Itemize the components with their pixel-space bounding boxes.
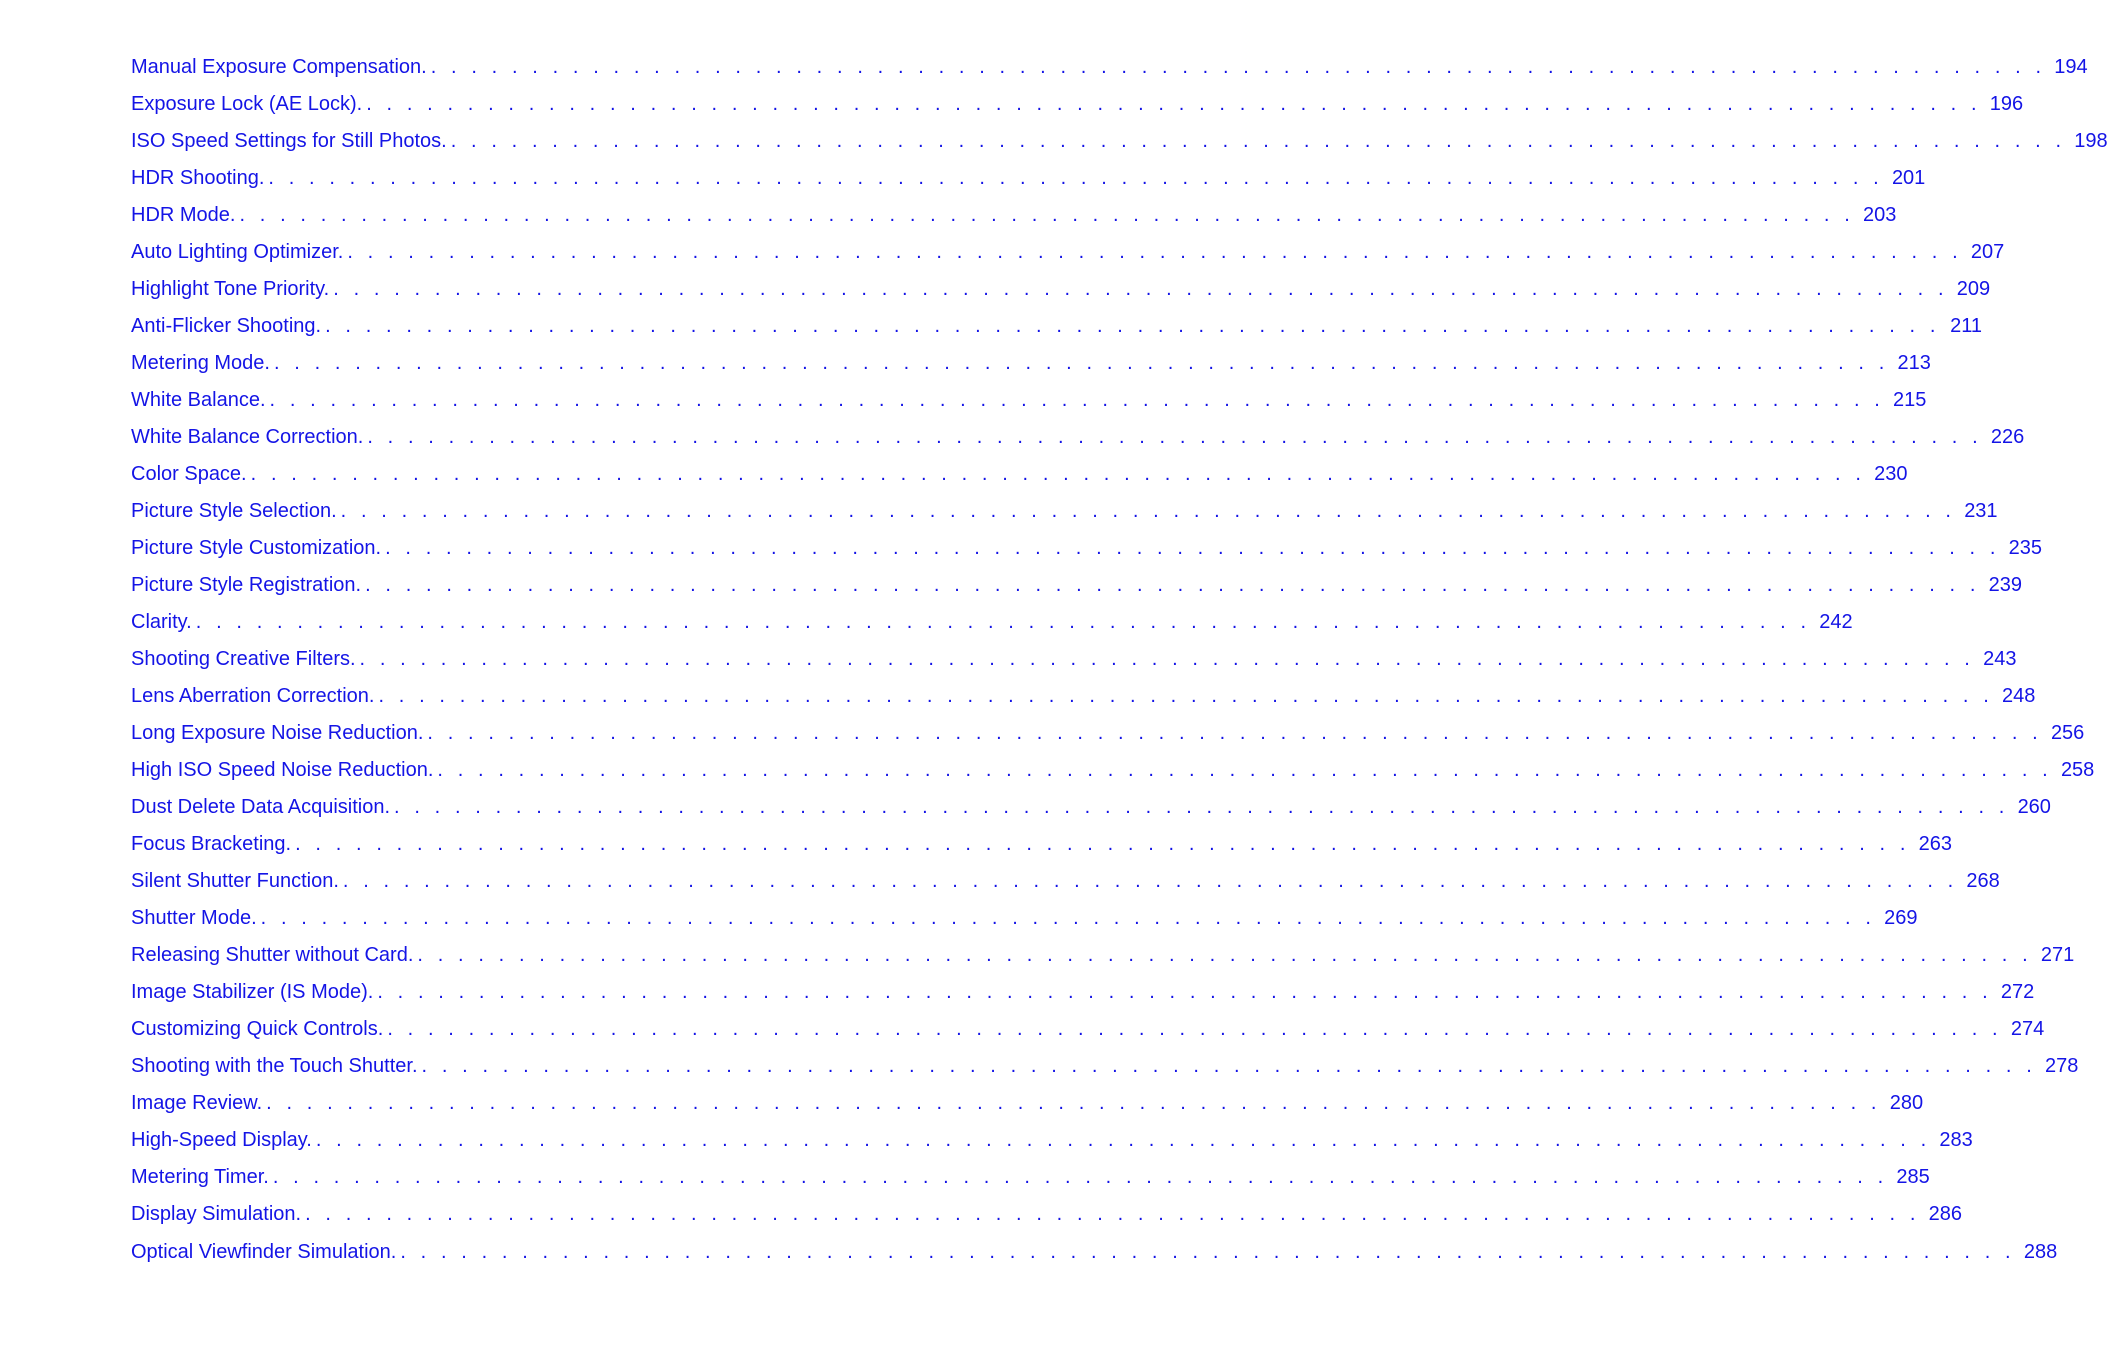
dot-leader: . . . . . . . . . . . . . . . . . . . . . . . . . . . . . . . . . . . . . . . . . . . . . . . . . . . . . . . . . . . . . . . . . . . . . . . . . . . . . . . . [437,759,2053,782]
toc-entry-page-number: 263 [1918,833,1952,856]
dot-leader: . . . . . . . . . . . . . . . . . . . . . . . . . . . . . . . . . . . . . . . . . . . . . . . . . . . . . . . . . . . . . . . . . . . . . . . . . . . . . . . . [269,389,1885,412]
toc-entry-link[interactable] [131,389,1927,426]
dot-leader: . . . . . . . . . . . . . . . . . . . . . . . . . . . . . . . . . . . . . . . . . . . . . . . . . . . . . . . . . . . . . . . . . . . . . . . . . . . . . . . . [421,1055,2037,1078]
toc-entry-link[interactable] [131,648,2017,685]
dot-leader: . . . . . . . . . . . . . . . . . . . . . . . . . . . . . . . . . . . . . . . . . . . . . . . . . . . . . . . . . . . . . . . . . . . . . . . . . . . . . . . . [400,1240,2016,1263]
toc-entry-link[interactable] [131,1129,1973,1166]
toc-entry-link[interactable] [131,241,2005,278]
dot-leader: . . . . . . . . . . . . . . . . . . . . . . . . . . . . . . . . . . . . . . . . . . . . . . . . . . . . . . . . . . . . . . . . . . . . . . . . . . . . . . . . [273,352,1889,375]
dot-leader: . . . . . . . . . . . . . . . . . . . . . . . . . . . . . . . . . . . . . . . . . . . . . . . . . . . . . . . . . . . . . . . . . . . . . . . . . . . . . . . . [342,870,1958,893]
toc-entry-title: HDR Shooting. [131,167,265,190]
toc-entry-title: Shooting Creative Filters. [131,648,356,671]
toc-entry-link[interactable] [131,463,1908,500]
toc-entry-link[interactable] [131,981,2035,1018]
dot-leader: . . . . . . . . . . . . . . . . . . . . . . . . . . . . . . . . . . . . . . . . . . . . . . . . . . . . . . . . . . . . . . . . . . . . . . . . . . . . . . . . [295,833,1910,856]
dot-leader: . . . . . . . . . . . . . . . . . . . . . . . . . . . . . . . . . . . . . . . . . . . . . . . . . . . . . . . . . . . . . . . . . . . . . . . . . . . . . . . . [333,278,1949,301]
toc-entry-page-number: 239 [1988,574,2023,597]
dot-leader: . . . . . . . . . . . . . . . . . . . . . . . . . . . . . . . . . . . . . . . . . . . . . . . . . . . . . . . . . . . . . . . . . . . . . . . . . . . . . . . . [268,167,1884,190]
toc-entry-page-number: 209 [1956,278,1991,301]
toc-entry-page-number: 198 [2074,130,2108,153]
toc-entry-title: Long Exposure Noise Reduction. [131,722,424,745]
toc-entry-title: Optical Viewfinder Simulation. [131,1240,397,1263]
dot-leader: . . . . . . . . . . . . . . . . . . . . . . . . . . . . . . . . . . . . . . . . . . . . . . . . . . . . . . . . . . . . . . . . . . . . . . . . . . . . . . . . [340,500,1956,523]
toc-entry-link[interactable] [131,574,2023,611]
toc-entry-title: ISO Speed Settings for Still Photos. [131,130,447,153]
toc-entry-page-number: 283 [1939,1129,1973,1152]
toc-entry-title: Highlight Tone Priority. [131,278,330,301]
dot-leader: . . . . . . . . . . . . . . . . . . . . . . . . . . . . . . . . . . . . . . . . . . . . . . . . . . . . . . . . . . . . . . . . . . . . . . . . . . . . . . . . [250,463,1866,486]
toc-entry-link[interactable] [131,685,2036,722]
toc-entry-link[interactable] [131,204,1897,241]
toc-entry-link[interactable] [131,1055,2079,1092]
dot-leader: . . . . . . . . . . . . . . . . . . . . . . . . . . . . . . . . . . . . . . . . . . . . . . . . . . . . . . . . . . . . . . . . . . . . . . . . . . . . . . . . [430,56,2046,78]
toc-entry-page-number: 280 [1889,1092,1924,1115]
dot-leader: . . . . . . . . . . . . . . . . . . . . . . . . . . . . . . . . . . . . . . . . . . . . . . . . . . . . . . . . . . . . . . . . . . . . . . . . . . . . . . . . [378,685,1994,708]
dot-leader: . . . . . . . . . . . . . . . . . . . . . . . . . . . . . . . . . . . . . . . . . . . . . . . . . . . . . . . . . . . . . . . . . . . . . . . . . . . . . . . . [195,611,1811,634]
toc-entry-page-number: 201 [1891,167,1926,190]
dot-leader: . . . . . . . . . . . . . . . . . . . . . . . . . . . . . . . . . . . . . . . . . . . . . . . . . . . . . . . . . . . . . . . . . . . . . . . . . . . . . . . . [387,1018,2003,1041]
dot-leader: . . . . . . . . . . . . . . . . . . . . . . . . . . . . . . . . . . . . . . . . . . . . . . . . . . . . . . . . . . . . . . . . . . . . . . . . . . . . . . . . [394,796,2009,819]
toc-entry-page-number: 288 [2023,1240,2058,1263]
toc-entry-page-number: 271 [2040,944,2075,967]
toc-entry-link[interactable] [131,278,1991,315]
toc-entry-title: Shooting with the Touch Shutter. [131,1055,418,1078]
toc-entry-page-number: 274 [2010,1018,2045,1041]
toc-entry-title: Image Stabilizer (IS Mode). [131,981,374,1004]
toc-entry-link[interactable] [131,93,2024,130]
toc-entry-title: Image Review. [131,1092,263,1115]
toc-entry-title: White Balance Correction. [131,426,364,449]
toc-entry-page-number: 278 [2045,1055,2079,1078]
toc-entry-title: Display Simulation. [131,1203,302,1226]
toc-entry-page-number: 226 [1990,426,2025,449]
dot-leader: . . . . . . . . . . . . . . . . . . . . . . . . . . . . . . . . . . . . . . . . . . . . . . . . . . . . . . . . . . . . . . . . . . . . . . . . . . . . . . . . [366,93,1982,116]
toc-entry-link[interactable] [131,1166,1930,1203]
dot-leader: . . . . . . . . . . . . . . . . . . . . . . . . . . . . . . . . . . . . . . . . . . . . . . . . . . . . . . . . . . . . . . . . . . . . . . . . . . . . . . . . [260,907,1876,930]
toc-entry-title: Picture Style Customization. [131,537,382,560]
toc-entry-page-number: 211 [1950,315,1982,338]
dot-leader: . . . . . . . . . . . . . . . . . . . . . . . . . . . . . . . . . . . . . . . . . . . . . . . . . . . . . . . . . . . . . . . . . . . . . . . . . . . . . . . . [305,1203,1920,1226]
toc-entry-link[interactable] [131,352,1931,389]
toc-entry-page-number: 243 [1983,648,2017,671]
toc-entry-page-number: 194 [2054,56,2088,78]
toc-entry-title: Anti-Flicker Shooting. [131,315,322,338]
toc-entry-page-number: 235 [2008,537,2043,560]
toc-entry-title: Clarity. [131,611,192,634]
toc-entry-page-number: 231 [1964,500,1998,523]
toc-entry-link[interactable] [131,1240,2058,1278]
toc-entry-page-number: 248 [2002,685,2036,708]
toc-entry-title: Focus Bracketing. [131,833,292,856]
toc-entry-title: Customizing Quick Controls. [131,1018,384,1041]
dot-leader: . . . . . . . . . . . . . . . . . . . . . . . . . . . . . . . . . . . . . . . . . . . . . . . . . . . . . . . . . . . . . . . . . . . . . . . . . . . . . . . . [417,944,2033,967]
toc-entry-page-number: 203 [1863,204,1897,227]
dot-leader: . . . . . . . . . . . . . . . . . . . . . . . . . . . . . . . . . . . . . . . . . . . . . . . . . . . . . . . . . . . . . . . . . . . . . . . . . . . . . . . . [385,537,2001,560]
toc-entry-link[interactable] [131,870,2000,907]
dot-leader: . . . . . . . . . . . . . . . . . . . . . . . . . . . . . . . . . . . . . . . . . . . . . . . . . . . . . . . . . . . . . . . . . . . . . . . . . . . . . . . . [347,241,1963,264]
toc-entry-link[interactable] [131,907,1918,944]
toc-entry-page-number: 285 [1896,1166,1930,1189]
toc-entry-page-number: 269 [1884,907,1918,930]
toc-entry-title: Picture Style Registration. [131,574,362,597]
toc-entry-link[interactable] [131,315,1982,352]
toc-entry-title: Exposure Lock (AE Lock). [131,93,363,116]
toc-entry-page-number: 256 [2050,722,2085,745]
dot-leader: . . . . . . . . . . . . . . . . . . . . . . . . . . . . . . . . . . . . . . . . . . . . . . . . . . . . . . . . . . . . . . . . . . . . . . . . . . . . . . . . [427,722,2043,745]
dot-leader: . . . . . . . . . . . . . . . . . . . . . . . . . . . . . . . . . . . . . . . . . . . . . . . . . . . . . . . . . . . . . . . . . . . . . . . . . . . . . . . . [359,648,1975,671]
toc-entry-title: Manual Exposure Compensation. [131,56,427,78]
dot-leader: . . . . . . . . . . . . . . . . . . . . . . . . . . . . . . . . . . . . . . . . . . . . . . . . . . . . . . . . . . . . . . . . . . . . . . . . . . . . . . . . [367,426,1983,449]
toc-entry-title: Shutter Mode. [131,907,257,930]
toc-entry-link[interactable] [131,759,2095,796]
toc-entry-link[interactable] [131,167,1926,204]
toc-entry-title: Metering Mode. [131,352,270,375]
toc-entry-page-number: 260 [2017,796,2051,819]
toc-entry-title: Color Space. [131,463,247,486]
toc-entry-link[interactable] [131,944,2075,981]
toc-entry-title: Auto Lighting Optimizer. [131,241,344,264]
toc-entry-title: Picture Style Selection. [131,500,337,523]
dot-leader: . . . . . . . . . . . . . . . . . . . . . . . . . . . . . . . . . . . . . . . . . . . . . . . . . . . . . . . . . . . . . . . . . . . . . . . . . . . . . . . . [266,1092,1882,1115]
dot-leader: . . . . . . . . . . . . . . . . . . . . . . . . . . . . . . . . . . . . . . . . . . . . . . . . . . . . . . . . . . . . . . . . . . . . . . . . . . . . . . . . [239,204,1855,227]
toc-entry-page-number: 258 [2060,759,2095,782]
toc-entry-page-number: 215 [1893,389,1927,412]
toc-entry-page-number: 230 [1874,463,1908,486]
toc-entry-link[interactable] [131,1092,1924,1129]
toc-entry-link[interactable] [131,500,1998,537]
toc-entry-title: High-Speed Display. [131,1129,312,1152]
toc-entry-title: White Balance. [131,389,266,412]
toc-entry-title: HDR Mode. [131,204,236,227]
dot-leader: . . . . . . . . . . . . . . . . . . . . . . . . . . . . . . . . . . . . . . . . . . . . . . . . . . . . . . . . . . . . . . . . . . . . . . . . . . . . . . . . [315,1129,1931,1152]
toc-entry-page-number: 272 [2000,981,2035,1004]
toc-entry-link[interactable] [131,426,2025,463]
toc-entry-link[interactable] [131,1203,1962,1240]
toc-entry-title: Silent Shutter Function. [131,870,339,893]
toc-entry-page-number: 196 [1989,93,2024,116]
toc-entry-page-number: 286 [1928,1203,1962,1226]
toc-entry-page-number: 242 [1819,611,1853,634]
dot-leader: . . . . . . . . . . . . . . . . . . . . . . . . . . . . . . . . . . . . . . . . . . . . . . . . . . . . . . . . . . . . . . . . . . . . . . . . . . . . . . . . [272,1166,1888,1189]
toc-entry-title: Releasing Shutter without Card. [131,944,414,967]
dot-leader: . . . . . . . . . . . . . . . . . . . . . . . . . . . . . . . . . . . . . . . . . . . . . . . . . . . . . . . . . . . . . . . . . . . . . . . . . . . . . . . . [365,574,1981,597]
toc-entry-page-number: 207 [1970,241,2005,264]
toc-entry-link[interactable] [131,537,2043,574]
toc-entry-page-number: 213 [1897,352,1931,375]
toc-entry-link[interactable] [131,130,2108,167]
toc-entry-page-number: 268 [1966,870,2000,893]
toc-entry-link[interactable] [131,796,2051,833]
dot-leader: . . . . . . . . . . . . . . . . . . . . . . . . . . . . . . . . . . . . . . . . . . . . . . . . . . . . . . . . . . . . . . . . . . . . . . . . . . . . . . . . [325,315,1940,338]
toc-entry-link[interactable] [131,833,1952,870]
dot-leader: . . . . . . . . . . . . . . . . . . . . . . . . . . . . . . . . . . . . . . . . . . . . . . . . . . . . . . . . . . . . . . . . . . . . . . . . . . . . . . . . [377,981,1993,1004]
toc-entry-link[interactable] [131,56,2088,93]
toc-entry-title: High ISO Speed Noise Reduction. [131,759,434,782]
toc-entry-title: Metering Timer. [131,1166,269,1189]
toc-entry-link[interactable] [131,722,2085,759]
toc-entry-title: Lens Aberration Correction. [131,685,375,708]
toc-entry-title: Dust Delete Data Acquisition. [131,796,391,819]
dot-leader: . . . . . . . . . . . . . . . . . . . . . . . . . . . . . . . . . . . . . . . . . . . . . . . . . . . . . . . . . . . . . . . . . . . . . . . . . . . . . . . . [450,130,2066,153]
toc-entry-link[interactable] [131,1018,2045,1055]
table-of-contents [131,56,2108,1278]
toc-entry-link[interactable] [131,611,1853,648]
